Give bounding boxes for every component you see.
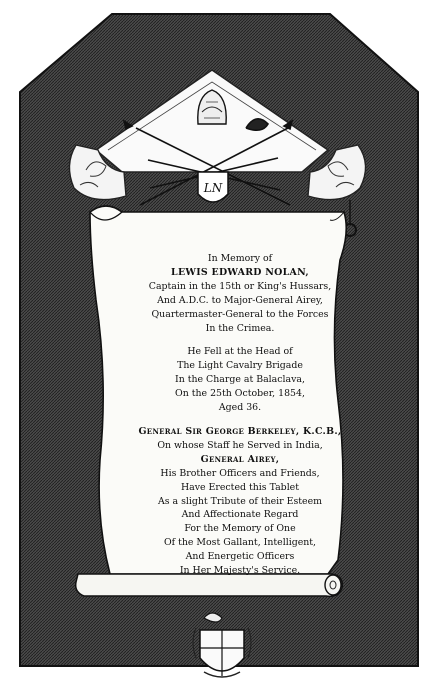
- inscription-line: His Brother Officers and Friends,: [160, 467, 320, 479]
- honoree-name: LEWIS EDWARD NOLAN,: [171, 266, 309, 278]
- inscription-line: Have Erected this Tablet: [180, 481, 300, 493]
- inscription-line: On the 25th October, 1854,: [175, 388, 305, 400]
- inscription-line: The Light Cavalry Brigade: [177, 360, 303, 372]
- inscription-line: Captain in the 15th or King's Hussars,: [148, 280, 332, 292]
- inscription-line: Quartermaster-General to the Forces: [151, 308, 329, 320]
- inscription-line: And Affectionate Regard: [181, 509, 299, 521]
- inscription-line: In the Crimea.: [205, 322, 275, 334]
- memorial-inscription: [120, 252, 360, 578]
- inscription-line: Aged 36.: [218, 402, 262, 414]
- inscription-line: And Energetic Officers: [185, 551, 295, 563]
- inscription-line: Of the Most Gallant, Intelligent,: [163, 537, 317, 549]
- inscription-line: On whose Staff he Served in India,: [157, 439, 323, 451]
- shield-monogram: LN: [203, 181, 223, 195]
- inscription-line: In Her Majesty's Service.: [179, 565, 301, 577]
- inscription-line: As a slight Tribute of their Esteem: [157, 495, 323, 507]
- inscription-line: And A.D.C. to Major-General Airey,: [157, 294, 323, 306]
- inscription-line: General Airey,: [200, 453, 280, 465]
- inscription-line: He Fell at the Head of: [187, 346, 293, 358]
- inscription-line: In Memory of: [207, 253, 273, 264]
- inscription-line: In the Charge at Balaclava,: [175, 374, 305, 386]
- inscription-line: General Sir George Berkeley, K.C.B.,: [138, 425, 342, 437]
- inscription-line: For the Memory of One: [184, 523, 296, 535]
